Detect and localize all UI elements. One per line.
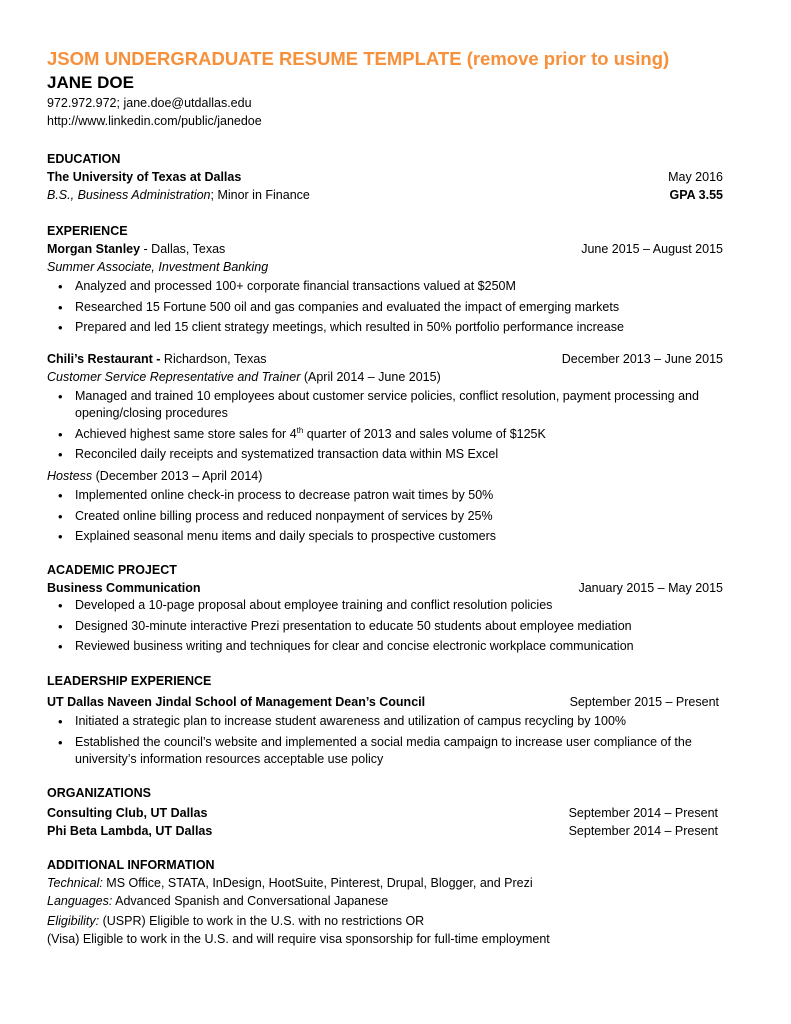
job-org-line: [47, 240, 225, 258]
candidate-name: JANE DOE: [47, 73, 134, 92]
list-item: • Developed a 10-page proposal about employee training and conflict resolution policies: [75, 597, 723, 614]
list-item: • Researched 15 Fortune 500 oil and gas companies and evaluated the impact of emerging markets: [75, 299, 723, 316]
leadership-title: LEADERSHIP EXPERIENCE: [47, 674, 212, 689]
eligibility-line: [47, 912, 723, 930]
technical-line: [47, 874, 723, 892]
degree: B.S., Business Administration: [47, 188, 211, 202]
graduation-date: May 2016: [668, 170, 723, 184]
list-item: [75, 426, 723, 443]
list-item: • Reconciled daily receipts and systematized transaction data within MS Excel: [75, 446, 723, 463]
contact-line: 972.972.972; jane.doe@utdallas.edu: [47, 96, 252, 110]
job-location: Richardson, Texas: [160, 352, 267, 367]
list-item: • Explained seasonal menu items and daily specials to prospective customers: [75, 528, 723, 545]
list-item: • Designed 30-minute interactive Prezi presentation to educate 50 students about employee mediation: [75, 618, 723, 635]
job-bullets: [47, 487, 723, 545]
job-role-dates: (December 2013 – April 2014): [92, 468, 263, 483]
organizations-section: [47, 784, 723, 840]
gpa: GPA 3.55: [669, 188, 723, 202]
list-item: • Prepared and led 15 client strategy meetings, which resulted in 50% portfolio performance increase: [75, 319, 723, 336]
list-item: • Reviewed business writing and techniques for clear and concise electronic workplace communication: [75, 638, 723, 655]
job-role-line: [47, 368, 723, 386]
job-dates: June 2015 – August 2015: [581, 242, 723, 256]
languages-line: [47, 892, 723, 910]
template-banner: JSOM UNDERGRADUATE RESUME TEMPLATE (remove prior to using): [47, 48, 670, 69]
leadership-bullets: [47, 713, 723, 768]
minor: ; Minor in Finance: [210, 188, 310, 202]
list-item: • Analyzed and processed 100+ corporate financial transactions valued at $250M: [75, 278, 723, 295]
bullet-text: Achieved highest same store sales for 4: [75, 426, 297, 441]
education-section: [47, 150, 723, 204]
list-item: • Created online billing process and reduced nonpayment of services by 25%: [75, 508, 723, 525]
list-item: • Implemented online check-in process to decrease patron wait times by 50%: [75, 487, 723, 504]
degree-line: [47, 186, 310, 204]
job-role: Customer Service Representative and Trainer: [47, 370, 301, 385]
additional-title: ADDITIONAL INFORMATION: [47, 857, 215, 872]
list-item: • Managed and trained 10 employees about customer service policies, conflict resolution, payment processing and opening/closing procedures: [75, 388, 723, 422]
job-location: - Dallas, Texas: [140, 242, 226, 256]
eligibility: (USPR) Eligible to work in the U.S. with no restrictions OR: [99, 913, 425, 928]
job-dates: December 2013 – June 2015: [561, 352, 723, 367]
list-item: • Established the council’s website and implemented a social media campaign to increase user compliance of the university’s information resources acceptable use policy: [75, 734, 723, 768]
organization-row: [47, 804, 723, 822]
job-header-row: [47, 240, 723, 258]
visa-line: (Visa) Eligible to work in the U.S. and will require visa sponsorship for full-time employment: [47, 931, 550, 946]
organization-row: [47, 822, 723, 840]
job-role-dates: (April 2014 – June 2015): [300, 370, 441, 385]
course-row: [47, 579, 723, 597]
languages-label: Languages:: [47, 893, 113, 908]
job-org-line: [47, 350, 267, 368]
organization-name: Phi Beta Lambda, UT Dallas: [47, 823, 213, 838]
job-header-row: [47, 350, 723, 368]
school-name: The University of Texas at Dallas: [47, 170, 242, 184]
list-item: • Initiated a strategic plan to increase student awareness and utilization of campus recycling by 100%: [75, 713, 723, 730]
bullet-text-suffix: quarter of 2013 and sales volume of $125K: [303, 426, 546, 441]
education-school-row: [47, 168, 723, 186]
job-role: Hostess: [47, 468, 93, 483]
resume-page: [47, 46, 723, 948]
course-name: Business Communication: [47, 581, 201, 596]
languages: Advanced Spanish and Conversational Japanese: [112, 893, 389, 908]
education-degree-row: [47, 186, 723, 204]
eligibility-label: Eligibility:: [47, 913, 100, 928]
leadership-section: [47, 672, 723, 768]
organizations-title: ORGANIZATIONS: [47, 785, 151, 800]
technical-skills: MS Office, STATA, InDesign, HootSuite, Pinterest, Drupal, Blogger, and Prezi: [102, 875, 533, 890]
academic-title: ACADEMIC PROJECT: [47, 563, 177, 578]
job-role: Summer Associate, Investment Banking: [47, 260, 269, 274]
organization-dates: September 2014 – Present: [568, 823, 718, 838]
academic-section: [47, 561, 723, 655]
job-org: Morgan Stanley: [47, 242, 141, 256]
ordinal-suffix: th: [296, 425, 304, 435]
leadership-row: [47, 693, 723, 711]
course-dates: January 2015 – May 2015: [578, 581, 723, 596]
experience-title: EXPERIENCE: [47, 224, 128, 238]
additional-section: [47, 856, 723, 948]
linkedin-url: http://www.linkedin.com/public/janedoe: [47, 114, 262, 128]
job-org: Chili’s Restaurant -: [47, 352, 161, 367]
job-bullets: [47, 278, 723, 336]
technical-label: Technical:: [47, 875, 103, 890]
organization-dates: September 2014 – Present: [568, 805, 718, 820]
leadership-dates: September 2015 – Present: [569, 695, 719, 710]
job-role-line: [47, 467, 723, 485]
organization-name: Consulting Club, UT Dallas: [47, 805, 208, 820]
leadership-org: UT Dallas Naveen Jindal School of Management Dean’s Council: [47, 695, 426, 710]
academic-bullets: [47, 597, 723, 655]
experience-section: [47, 222, 723, 545]
job-bullets: [47, 388, 723, 463]
education-title: EDUCATION: [47, 152, 121, 166]
